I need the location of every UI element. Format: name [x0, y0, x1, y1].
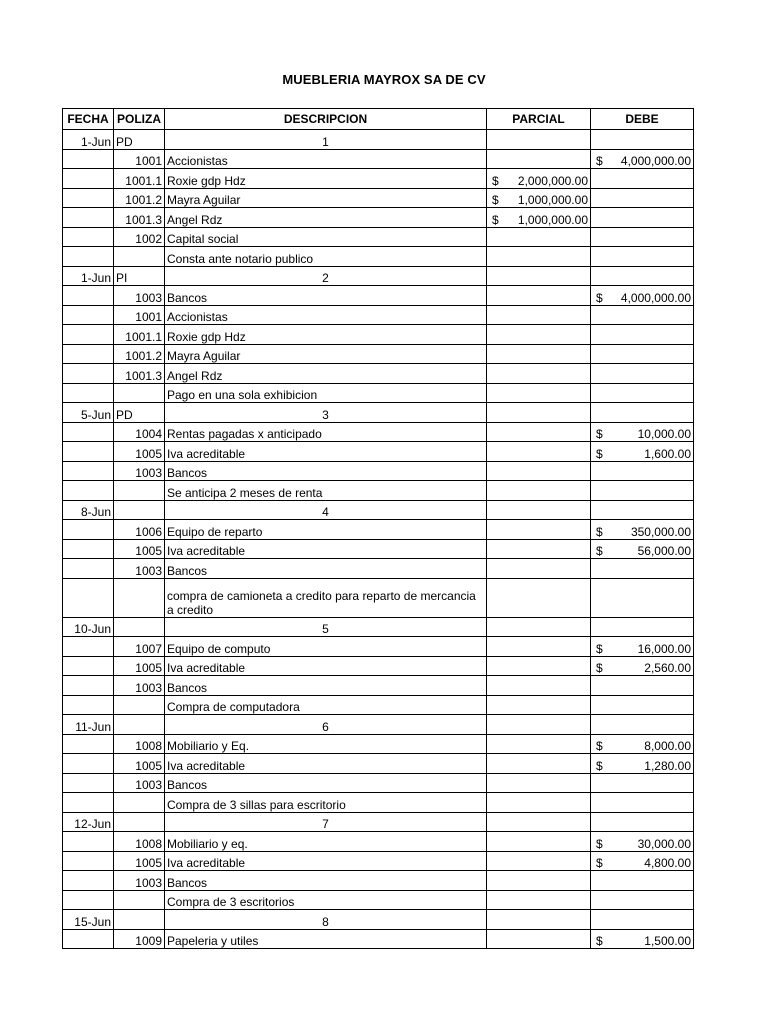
poliza-cell: 1009	[114, 929, 165, 949]
amount: 350,000.00	[630, 524, 691, 539]
debe-cell	[591, 871, 694, 891]
poliza-cell: 1005	[114, 851, 165, 871]
parcial-cell	[487, 266, 591, 286]
debe-cell	[591, 812, 694, 832]
descripcion-cell: Iva acreditable	[165, 754, 487, 774]
descripcion-cell: Iva acreditable	[165, 539, 487, 559]
table-row	[63, 871, 694, 891]
amount: 1,280.00	[644, 758, 691, 773]
table-row	[63, 929, 694, 949]
table-row	[63, 754, 694, 774]
fecha-cell	[63, 734, 114, 754]
descripcion-cell: Se anticipa 2 meses de renta	[165, 481, 487, 501]
poliza-cell: 1008	[114, 734, 165, 754]
debe-cell	[591, 578, 694, 617]
parcial-cell	[487, 637, 591, 657]
parcial-cell	[487, 383, 591, 403]
parcial-cell	[487, 520, 591, 540]
poliza-cell	[114, 383, 165, 403]
fecha-cell: 8-Jun	[63, 500, 114, 520]
fecha-cell	[63, 247, 114, 267]
debe-cell	[591, 754, 694, 774]
parcial-cell	[487, 344, 591, 364]
fecha-cell	[63, 773, 114, 793]
fecha-cell	[63, 364, 114, 384]
debe-cell	[591, 130, 694, 150]
debe-cell	[591, 383, 694, 403]
amount: 2,560.00	[644, 661, 691, 675]
parcial-cell	[487, 481, 591, 501]
fecha-cell	[63, 539, 114, 559]
descripcion-cell: Bancos	[165, 461, 487, 481]
fecha-cell	[63, 871, 114, 891]
currency-symbol: $	[492, 173, 499, 188]
amount: 1,000,000.00	[517, 212, 588, 227]
parcial-cell	[487, 715, 591, 735]
debe-cell	[591, 149, 694, 169]
table-row	[63, 325, 694, 345]
fecha-cell: 10-Jun	[63, 617, 114, 637]
currency-symbol: $	[596, 446, 603, 461]
descripcion-cell: Papeleria y utiles	[165, 929, 487, 949]
table-row	[63, 676, 694, 696]
fecha-cell	[63, 481, 114, 501]
debe-cell	[591, 500, 694, 520]
table-row	[63, 364, 694, 384]
descripcion-cell: Mayra Aguilar	[165, 188, 487, 208]
debe-cell	[591, 481, 694, 501]
descripcion-cell: 7	[165, 812, 487, 832]
header-poliza: POLIZA	[114, 109, 165, 130]
debe-cell	[591, 793, 694, 813]
currency-symbol: $	[596, 154, 603, 168]
debe-cell	[591, 247, 694, 267]
descripcion-cell: Mobiliario y Eq.	[165, 734, 487, 754]
debe-cell	[591, 520, 694, 540]
parcial-cell	[487, 851, 591, 871]
poliza-cell: 1001.3	[114, 364, 165, 384]
fecha-cell	[63, 286, 114, 306]
poliza-cell: 1004	[114, 422, 165, 442]
poliza-cell: 1005	[114, 656, 165, 676]
parcial-cell	[487, 500, 591, 520]
poliza-cell	[114, 695, 165, 715]
poliza-cell: 1003	[114, 286, 165, 306]
table-row	[63, 130, 694, 150]
poliza-cell: 1003	[114, 559, 165, 579]
header-fecha: FECHA	[63, 109, 114, 130]
descripcion-cell: Bancos	[165, 286, 487, 306]
currency-symbol: $	[492, 212, 499, 227]
parcial-cell	[487, 539, 591, 559]
descripcion-cell: Bancos	[165, 559, 487, 579]
currency-symbol: $	[596, 641, 603, 656]
amount: 30,000.00	[637, 836, 691, 851]
descripcion-cell: compra de camioneta a credito para reparto de mercancia a credito	[165, 578, 487, 617]
table-row	[63, 715, 694, 735]
table-row	[63, 227, 694, 247]
parcial-cell	[487, 890, 591, 910]
amount: 4,800.00	[644, 856, 691, 870]
debe-cell	[591, 929, 694, 949]
descripcion-cell: Consta ante notario publico	[165, 247, 487, 267]
header-row	[63, 109, 694, 130]
amount: 1,000,000.00	[517, 193, 588, 207]
debe-cell	[591, 208, 694, 228]
table-row	[63, 305, 694, 325]
fecha-cell	[63, 559, 114, 579]
amount: 2,000,000.00	[517, 173, 588, 188]
parcial-cell	[487, 442, 591, 462]
descripcion-cell: Pago en una sola exhibicion	[165, 383, 487, 403]
fecha-cell	[63, 676, 114, 696]
poliza-cell: 1001.3	[114, 208, 165, 228]
parcial-cell	[487, 403, 591, 423]
descripcion-cell: Angel Rdz	[165, 208, 487, 228]
fecha-cell	[63, 305, 114, 325]
table-row	[63, 247, 694, 267]
currency-symbol: $	[596, 856, 603, 870]
currency-symbol: $	[596, 661, 603, 675]
document-title: MUEBLERIA MAYROX SA DE CV	[282, 72, 486, 87]
poliza-cell	[114, 617, 165, 637]
poliza-cell	[114, 715, 165, 735]
parcial-cell	[487, 208, 591, 228]
debe-cell	[591, 559, 694, 579]
debe-cell	[591, 715, 694, 735]
debe-cell	[591, 403, 694, 423]
fecha-cell	[63, 383, 114, 403]
parcial-cell	[487, 559, 591, 579]
poliza-cell: 1005	[114, 754, 165, 774]
poliza-cell	[114, 812, 165, 832]
debe-cell	[591, 773, 694, 793]
debe-cell	[591, 286, 694, 306]
journal-table	[62, 108, 694, 949]
parcial-cell	[487, 617, 591, 637]
parcial-cell	[487, 305, 591, 325]
amount: 56,000.00	[637, 544, 691, 558]
parcial-cell	[487, 461, 591, 481]
debe-cell	[591, 539, 694, 559]
currency-symbol: $	[596, 836, 603, 851]
table-row	[63, 188, 694, 208]
fecha-cell	[63, 520, 114, 540]
descripcion-cell: Equipo de computo	[165, 637, 487, 657]
poliza-cell: 1001.1	[114, 325, 165, 345]
debe-cell	[591, 227, 694, 247]
descripcion-cell: Roxie gdp Hdz	[165, 169, 487, 189]
debe-cell	[591, 617, 694, 637]
fecha-cell	[63, 422, 114, 442]
fecha-cell: 5-Jun	[63, 403, 114, 423]
debe-cell	[591, 676, 694, 696]
table-row	[63, 461, 694, 481]
table-row	[63, 539, 694, 559]
parcial-cell	[487, 286, 591, 306]
fecha-cell: 12-Jun	[63, 812, 114, 832]
poliza-cell	[114, 500, 165, 520]
fecha-cell	[63, 227, 114, 247]
table-row	[63, 500, 694, 520]
descripcion-cell: Mobiliario y eq.	[165, 832, 487, 852]
parcial-cell	[487, 169, 591, 189]
header-descripcion: DESCRIPCION	[165, 109, 487, 130]
fecha-cell: 15-Jun	[63, 910, 114, 930]
parcial-cell	[487, 578, 591, 617]
table-row	[63, 773, 694, 793]
parcial-cell	[487, 793, 591, 813]
parcial-cell	[487, 734, 591, 754]
table-row	[63, 890, 694, 910]
amount: 16,000.00	[637, 641, 691, 656]
amount: 1,500.00	[644, 934, 691, 948]
debe-cell	[591, 188, 694, 208]
descripcion-cell: Bancos	[165, 676, 487, 696]
debe-cell	[591, 364, 694, 384]
parcial-cell	[487, 247, 591, 267]
table-row	[63, 481, 694, 501]
fecha-cell	[63, 793, 114, 813]
parcial-cell	[487, 188, 591, 208]
fecha-cell	[63, 188, 114, 208]
debe-cell	[591, 266, 694, 286]
fecha-cell	[63, 832, 114, 852]
descripcion-cell: Equipo de reparto	[165, 520, 487, 540]
poliza-cell: 1003	[114, 676, 165, 696]
table-row	[63, 266, 694, 286]
poliza-cell	[114, 247, 165, 267]
descripcion-cell: Angel Rdz	[165, 364, 487, 384]
fecha-cell	[63, 637, 114, 657]
fecha-cell	[63, 890, 114, 910]
fecha-cell	[63, 169, 114, 189]
table-row	[63, 403, 694, 423]
parcial-cell	[487, 695, 591, 715]
table-row	[63, 422, 694, 442]
amount: 8,000.00	[644, 739, 691, 753]
fecha-cell	[63, 461, 114, 481]
parcial-cell	[487, 773, 591, 793]
poliza-cell	[114, 910, 165, 930]
debe-cell	[591, 442, 694, 462]
table-row	[63, 286, 694, 306]
parcial-cell	[487, 812, 591, 832]
fecha-cell: 1-Jun	[63, 130, 114, 150]
poliza-cell	[114, 481, 165, 501]
parcial-cell	[487, 832, 591, 852]
amount: 4,000,000.00	[620, 290, 691, 305]
currency-symbol: $	[596, 739, 603, 753]
table-row	[63, 656, 694, 676]
poliza-cell: 1001	[114, 149, 165, 169]
poliza-cell: 1001.2	[114, 344, 165, 364]
parcial-cell	[487, 130, 591, 150]
poliza-cell: PD	[114, 403, 165, 423]
fecha-cell	[63, 754, 114, 774]
poliza-cell: 1001.1	[114, 169, 165, 189]
descripcion-cell: 5	[165, 617, 487, 637]
poliza-cell: 1001	[114, 305, 165, 325]
poliza-cell: 1005	[114, 442, 165, 462]
debe-cell	[591, 637, 694, 657]
parcial-cell	[487, 325, 591, 345]
parcial-cell	[487, 929, 591, 949]
table-row	[63, 578, 694, 617]
fecha-cell	[63, 851, 114, 871]
table-row	[63, 559, 694, 579]
table-row	[63, 344, 694, 364]
parcial-cell	[487, 910, 591, 930]
header-debe: DEBE	[591, 109, 694, 130]
fecha-cell	[63, 578, 114, 617]
poliza-cell: 1001.2	[114, 188, 165, 208]
descripcion-cell: Bancos	[165, 871, 487, 891]
descripcion-cell: 3	[165, 403, 487, 423]
table-row	[63, 169, 694, 189]
descripcion-cell: Iva acreditable	[165, 442, 487, 462]
table-row	[63, 812, 694, 832]
fecha-cell	[63, 208, 114, 228]
poliza-cell: 1008	[114, 832, 165, 852]
table-row	[63, 617, 694, 637]
parcial-cell	[487, 227, 591, 247]
table-row	[63, 442, 694, 462]
parcial-cell	[487, 754, 591, 774]
descripcion-cell: Roxie gdp Hdz	[165, 325, 487, 345]
fecha-cell	[63, 656, 114, 676]
poliza-cell: 1003	[114, 773, 165, 793]
table-row	[63, 695, 694, 715]
debe-cell	[591, 695, 694, 715]
fecha-cell	[63, 929, 114, 949]
poliza-cell: 1006	[114, 520, 165, 540]
descripcion-cell: Accionistas	[165, 305, 487, 325]
currency-symbol: $	[596, 427, 603, 441]
poliza-cell: 1003	[114, 461, 165, 481]
parcial-cell	[487, 871, 591, 891]
table-row	[63, 793, 694, 813]
descripcion-cell: Compra de 3 sillas para escritorio	[165, 793, 487, 813]
amount: 1,600.00	[644, 446, 691, 461]
descripcion-cell: 8	[165, 910, 487, 930]
poliza-cell	[114, 890, 165, 910]
debe-cell	[591, 325, 694, 345]
debe-cell	[591, 656, 694, 676]
fecha-cell	[63, 442, 114, 462]
poliza-cell: 1005	[114, 539, 165, 559]
table-row	[63, 149, 694, 169]
debe-cell	[591, 461, 694, 481]
parcial-cell	[487, 676, 591, 696]
debe-cell	[591, 832, 694, 852]
descripcion-cell: Compra de computadora	[165, 695, 487, 715]
parcial-cell	[487, 364, 591, 384]
fecha-cell: 11-Jun	[63, 715, 114, 735]
descripcion-cell: 1	[165, 130, 487, 150]
debe-cell	[591, 851, 694, 871]
descripcion-cell: Compra de 3 escritorios	[165, 890, 487, 910]
debe-cell	[591, 910, 694, 930]
descripcion-cell: Bancos	[165, 773, 487, 793]
table-row	[63, 637, 694, 657]
descripcion-cell: Rentas pagadas x anticipado	[165, 422, 487, 442]
table-row	[63, 734, 694, 754]
fecha-cell	[63, 344, 114, 364]
amount: 4,000,000.00	[620, 154, 691, 168]
table-row	[63, 520, 694, 540]
debe-cell	[591, 305, 694, 325]
debe-cell	[591, 169, 694, 189]
descripcion-cell: Accionistas	[165, 149, 487, 169]
descripcion-cell: Iva acreditable	[165, 851, 487, 871]
header-parcial: PARCIAL	[487, 109, 591, 130]
parcial-cell	[487, 656, 591, 676]
fecha-cell	[63, 325, 114, 345]
currency-symbol: $	[492, 193, 499, 207]
table-row	[63, 832, 694, 852]
table-row	[63, 383, 694, 403]
poliza-cell: 1003	[114, 871, 165, 891]
descripcion-cell: 2	[165, 266, 487, 286]
table-row	[63, 208, 694, 228]
descripcion-cell: 6	[165, 715, 487, 735]
table-row	[63, 851, 694, 871]
poliza-cell: PD	[114, 130, 165, 150]
poliza-cell: 1007	[114, 637, 165, 657]
currency-symbol: $	[596, 544, 603, 558]
currency-symbol: $	[596, 934, 603, 948]
debe-cell	[591, 344, 694, 364]
descripcion-cell: Iva acreditable	[165, 656, 487, 676]
descripcion-cell: Mayra Aguilar	[165, 344, 487, 364]
descripcion-cell: Capital social	[165, 227, 487, 247]
poliza-cell: 1002	[114, 227, 165, 247]
parcial-cell	[487, 422, 591, 442]
debe-cell	[591, 734, 694, 754]
currency-symbol: $	[596, 524, 603, 539]
poliza-cell	[114, 578, 165, 617]
journal-body	[63, 130, 694, 949]
debe-cell	[591, 890, 694, 910]
table-row	[63, 910, 694, 930]
fecha-cell	[63, 149, 114, 169]
currency-symbol: $	[596, 290, 603, 305]
poliza-cell: PI	[114, 266, 165, 286]
debe-cell	[591, 422, 694, 442]
amount: 10,000.00	[637, 427, 691, 441]
fecha-cell	[63, 695, 114, 715]
poliza-cell	[114, 793, 165, 813]
descripcion-cell: 4	[165, 500, 487, 520]
currency-symbol: $	[596, 758, 603, 773]
parcial-cell	[487, 149, 591, 169]
fecha-cell: 1-Jun	[63, 266, 114, 286]
